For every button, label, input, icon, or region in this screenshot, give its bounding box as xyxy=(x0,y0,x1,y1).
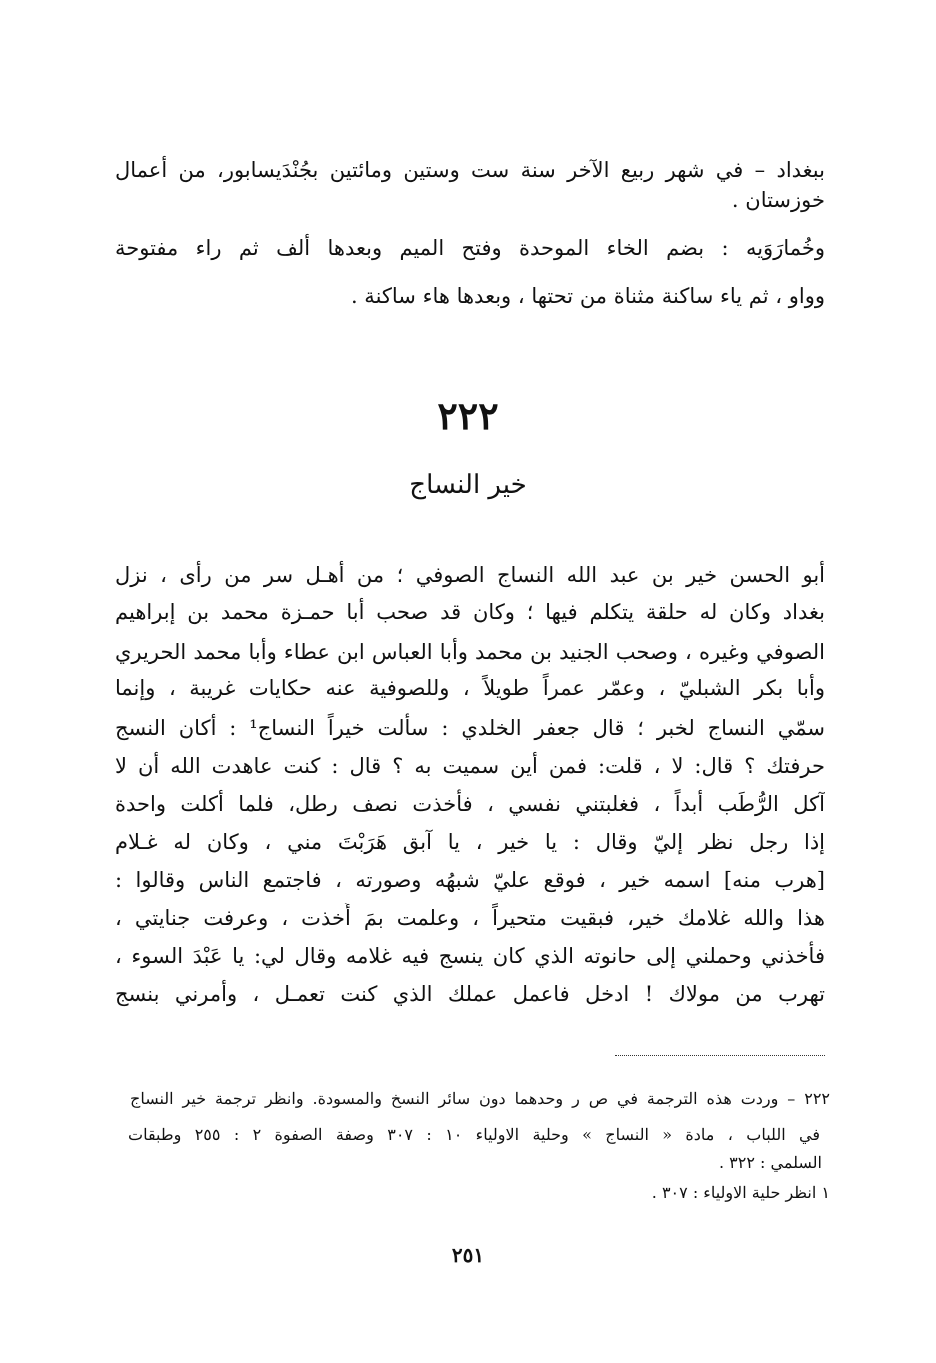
page-number: ٢٥١ xyxy=(451,1243,485,1267)
body-line-3: الصوفي وغيره ، وصحب الجنيد بن محمد وأبا العباس ابن عطاء وأبا محمد الحريري xyxy=(115,640,825,664)
body-line-8: إذا رجل نظر إليّ وقال : يا خير ، يا آبق هَرَبْتَ مني ، وكان له غـلام xyxy=(115,830,825,854)
body-line-10: هذا والله غلامك خير، فبقيت متحيراً ، وعلمت بمَ أُخذت ، وعرفت جنايتي ، xyxy=(115,906,825,930)
intro-line-4: وواو ، ثم ياء ساكنة مثناة من تحتها ، وبعدها هاء ساكنة . xyxy=(350,284,825,308)
footnote-separator xyxy=(615,1055,825,1056)
body-line-6: حرفتك ؟ قال: لا ، قلت: فمن أين سميت به ؟ قال : كنت عاهدت الله أن لا xyxy=(115,754,825,778)
footnote-line-1: ٢٢٢ – وردت هذه الترجمة في ص ر وحدهما دون سائر النسخ والمسودة. وانظر ترجمة خير النساج xyxy=(130,1089,830,1108)
entry-number: ٢٢٢ xyxy=(437,393,499,438)
footnote-line-4: ١ انظر حلية الاولياء : ٣٠٧ . xyxy=(651,1183,830,1202)
body-line-12: تهرب من مولاك ! ادخل فاعمل عملك الذي كنت تعمـل ، وأمرني بنسج xyxy=(115,982,825,1006)
body-line-9: [هرب منه] اسمه خير ، فوقع عليّ شبهُه وصورته ، فاجتمع الناس وقالوا : xyxy=(115,868,825,892)
body-line-11: فأخذني وحملني إلى حانوته الذي كان ينسج فيه غلامه وقال لي: يا عَبْدَ السوء ، xyxy=(115,944,825,968)
body-line-4: وأبا بكر الشبليّ ، وعمّر عمراً طويلاً ، وللصوفية عنه حكايات غريبة ، وإنما xyxy=(115,676,825,700)
intro-line-3: وخُمارَوَيه : بضم الخاء الموحدة وفتح الميم وبعدها ألف ثم راء مفتوحة xyxy=(115,236,825,260)
intro-line-2: خوزستان . xyxy=(731,188,825,212)
intro-line-1: ببغداد – في شهر ربيع الآخر سنة ست وستين ومائتين بجُنْدَيسابور، من أعمال xyxy=(115,158,825,182)
entry-title: خير النساج xyxy=(409,470,527,500)
footnote-line-3: السلمي : ٣٢٢ . xyxy=(719,1153,822,1172)
body-line-1: أبو الحسن خير بن عبد الله النساج الصوفي ؛ من أهـل سر من رأى ، نزل xyxy=(115,563,825,587)
body-line-7: آكل الرُّطَب أبداً ، فغلبتني نفسي ، فأخذت نصف رطل، فلما أكلت واحدة xyxy=(115,792,825,816)
body-line-5: سمّي النساج لخبر ؛ قال جعفر الخلدي : سألت خيراً النساج¹ : أكان النسج xyxy=(115,716,825,740)
body-line-2: بغداد وكان له حلقة يتكلم فيها ؛ وكان قد صحب أبا حمـزة محمد بن إبراهيم xyxy=(115,600,825,624)
footnote-line-2: في اللباب ، مادة « النساج » وحلية الاولياء ١٠ : ٣٠٧ وصفة الصفوة ٢ : ٢٥٥ وطبقات xyxy=(128,1125,820,1144)
